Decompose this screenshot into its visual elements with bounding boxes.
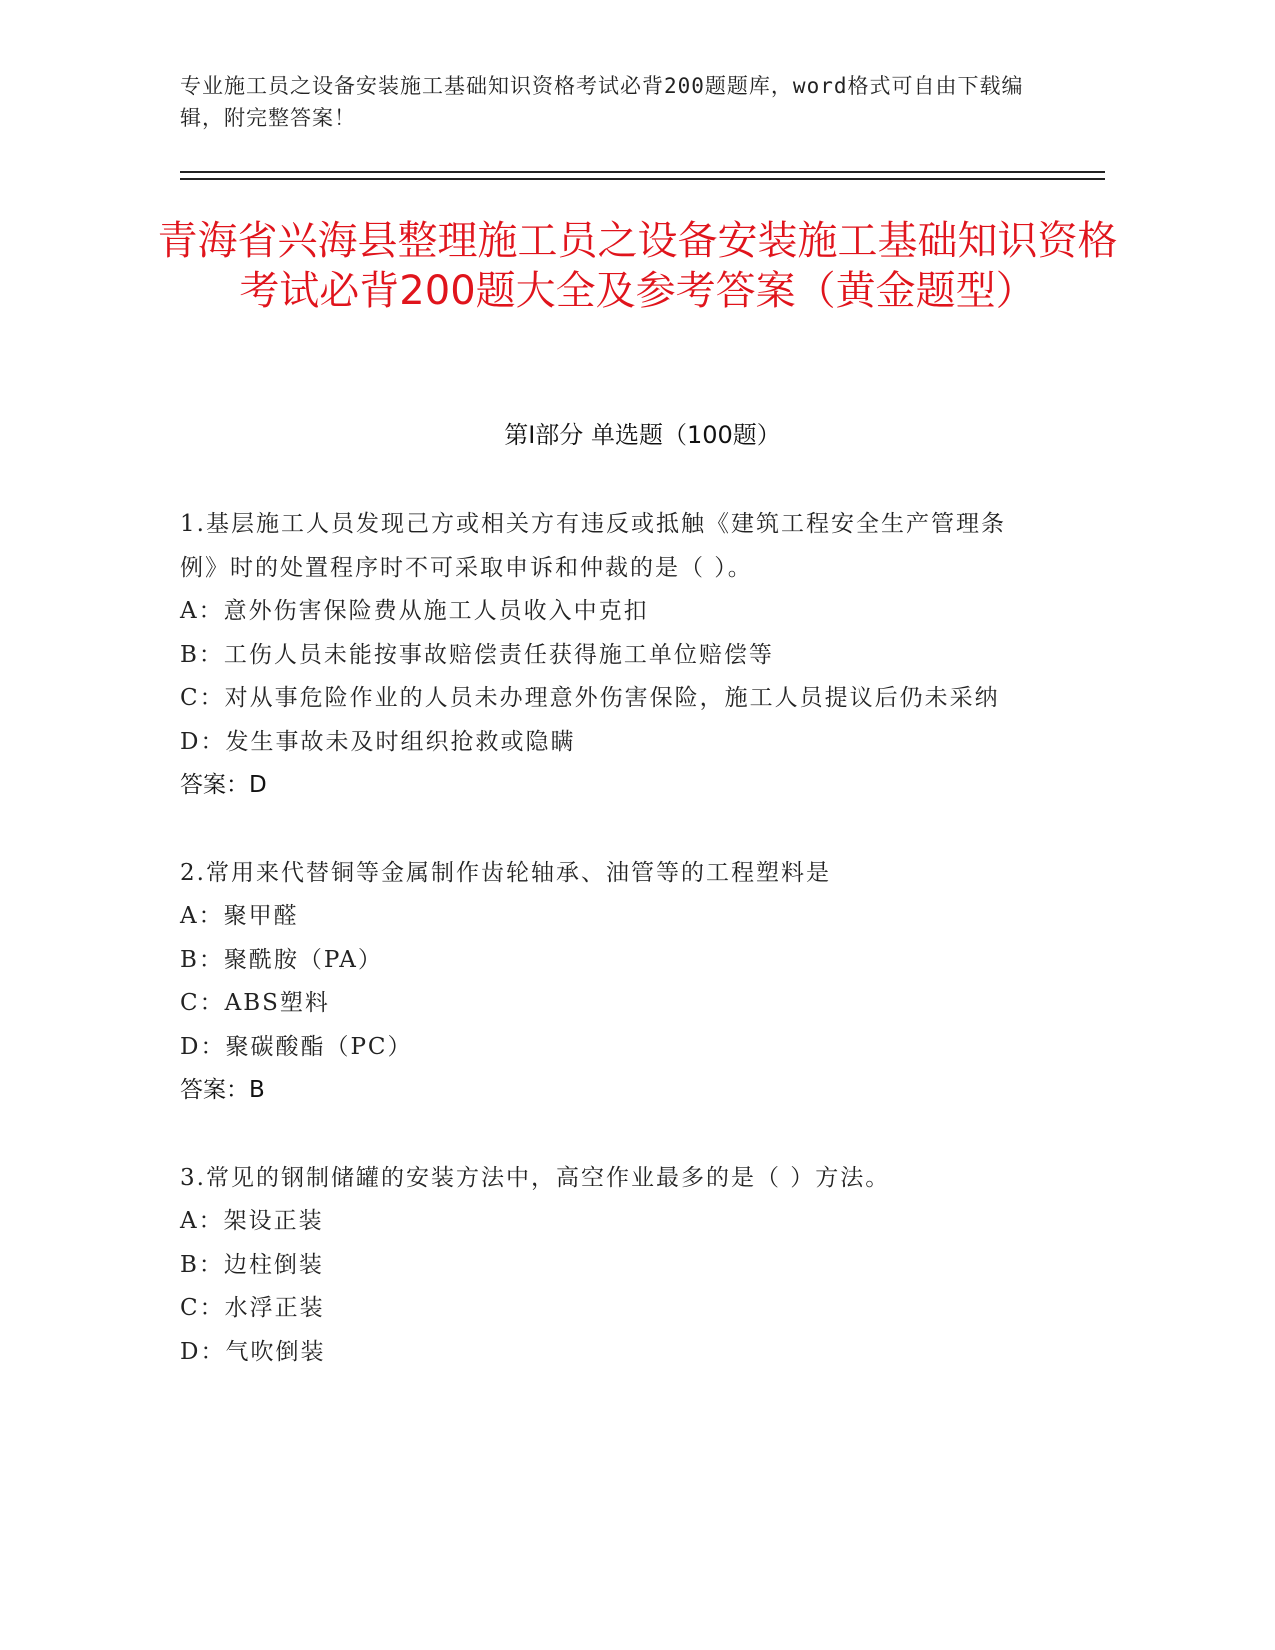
document-title: 青海省兴海县整理施工员之设备安装施工基础知识资格考试必背200题大全及参考答案（黄金题型） [157, 218, 1118, 314]
option-c: C：对从事危险作业的人员未办理意外伤害保险，施工人员提议后仍未采纳 [180, 685, 1000, 711]
option-d: D：聚碳酸酯（PC） [180, 1033, 413, 1060]
question-stem: 1.基层施工人员发现己方或相关方有违反或抵触《建筑工程安全生产管理条例》时的处置程序时不可采取申诉和仲裁的是（ ）。 [180, 511, 1006, 581]
answer-line: 答案：D [180, 772, 267, 798]
option-c: C：水浮正装 [180, 1295, 325, 1321]
header-divider-bottom [180, 178, 1105, 180]
question-item [180, 503, 1040, 808]
section-heading: 第Ⅰ部分 单选题（100题） [504, 421, 781, 449]
option-a: A：意外伤害保险费从施工人员收入中克扣 [180, 598, 649, 624]
option-b: B：工伤人员未能按事故赔偿责任获得施工单位赔偿等 [180, 641, 774, 668]
question-list [180, 503, 1040, 1418]
option-d: D：气吹倒装 [180, 1338, 326, 1365]
option-b: B：边柱倒装 [180, 1251, 324, 1278]
question-item [180, 852, 1040, 1113]
option-b: B：聚酰胺（PA） [180, 946, 383, 973]
header-note: 专业施工员之设备安装施工基础知识资格考试必背200题题库，word格式可自由下载编辑，附完整答案！ [180, 74, 1024, 130]
option-c: C：ABS塑料 [180, 990, 330, 1016]
option-d: D：发生事故未及时组织抢救或隐瞒 [180, 728, 576, 755]
option-a: A：聚甲醛 [180, 903, 299, 929]
question-item [180, 1157, 1040, 1375]
question-stem: 3.常见的钢制储罐的安装方法中，高空作业最多的是（ ）方法。 [180, 1164, 891, 1191]
answer-line: 答案：B [180, 1077, 265, 1103]
question-stem: 2.常用来代替铜等金属制作齿轮轴承、油管等的工程塑料是 [180, 859, 831, 886]
option-a: A：架设正装 [180, 1208, 324, 1234]
header-divider-top [180, 171, 1105, 173]
